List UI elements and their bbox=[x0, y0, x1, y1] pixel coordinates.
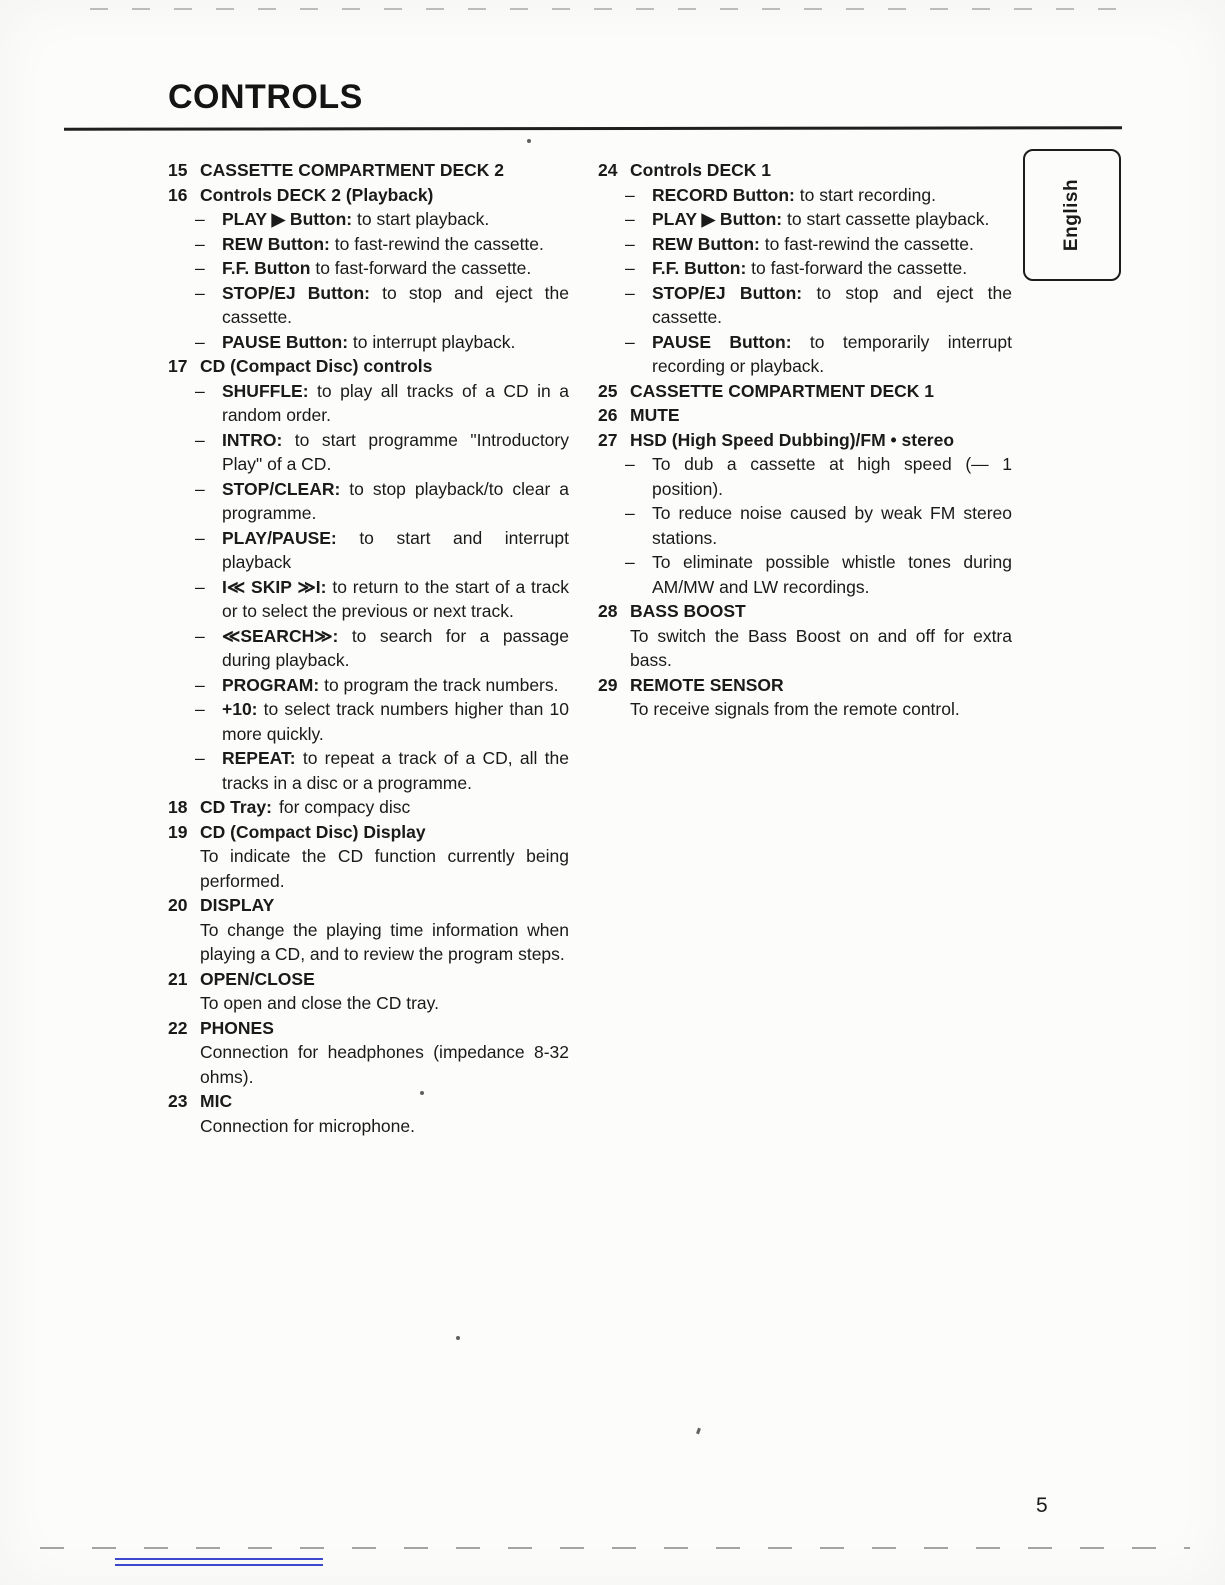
entry-number: 15 bbox=[168, 160, 188, 180]
entry-number: 20 bbox=[168, 895, 188, 915]
item-lead: STOP/EJ Button: bbox=[222, 282, 370, 303]
control-entry bbox=[168, 1089, 569, 1138]
right-column bbox=[598, 158, 1012, 722]
item-text-body: to fast-rewind the cassette. bbox=[334, 233, 544, 254]
item-text bbox=[222, 379, 569, 428]
entry-item bbox=[195, 673, 569, 698]
item-lead: INTRO: bbox=[222, 429, 283, 450]
entry-item bbox=[625, 183, 1012, 208]
entry-number: 25 bbox=[598, 380, 618, 401]
entry-paragraph: To indicate the CD function currently being performed. bbox=[200, 846, 569, 891]
entry-heading-text: CD Tray: bbox=[200, 797, 272, 817]
item-text-body: to program the track numbers. bbox=[324, 674, 559, 695]
scan-line-blue bbox=[115, 1558, 323, 1560]
entry-heading-text: CASSETTE COMPARTMENT DECK 1 bbox=[630, 380, 934, 401]
item-text bbox=[652, 550, 1012, 599]
entry-paragraph: Connection for headphones (impedance 8-32 ohms). bbox=[200, 1042, 569, 1087]
item-text-body: to start cassette playback. bbox=[787, 209, 990, 229]
item-text bbox=[222, 526, 569, 575]
scan-speck bbox=[420, 1091, 424, 1095]
entry-item bbox=[195, 428, 569, 477]
entry-heading bbox=[598, 379, 1012, 404]
entry-heading-text: CASSETTE COMPARTMENT DECK 2 bbox=[200, 160, 504, 180]
scan-speck bbox=[696, 1428, 701, 1435]
item-text bbox=[652, 501, 1012, 550]
item-text bbox=[222, 281, 569, 330]
item-lead: REW Button: bbox=[652, 233, 760, 254]
item-text bbox=[222, 697, 569, 746]
entry-item bbox=[625, 256, 1012, 281]
item-lead: F.F. Button bbox=[222, 258, 311, 278]
item-text-body: to start recording. bbox=[799, 184, 936, 205]
item-text bbox=[222, 624, 569, 673]
dash-bullet: – bbox=[625, 258, 635, 278]
dash-bullet: – bbox=[625, 331, 635, 352]
item-text-body: to fast-rewind the cassette. bbox=[764, 233, 974, 254]
dash-bullet: – bbox=[625, 233, 635, 254]
entry-heading-text: REMOTE SENSOR bbox=[630, 674, 784, 695]
item-text bbox=[222, 746, 569, 795]
left-column bbox=[168, 158, 569, 1138]
item-text bbox=[222, 428, 569, 477]
entry-heading-text: MIC bbox=[200, 1091, 233, 1111]
control-entry bbox=[168, 183, 569, 355]
item-text-body: to start programme "Introductory Play" of a CD. bbox=[222, 429, 569, 474]
item-text-body: to start playback. bbox=[357, 209, 490, 229]
entry-number: 21 bbox=[168, 968, 188, 989]
entry-heading bbox=[598, 158, 1012, 183]
entry-item bbox=[195, 256, 569, 281]
item-lead: STOP/EJ Button: bbox=[652, 282, 803, 303]
entry-paragraph: To change the playing time information when playing a CD, and to review the program steps. bbox=[200, 919, 569, 964]
scan-speck bbox=[456, 1336, 460, 1340]
dash-bullet: – bbox=[195, 282, 205, 303]
item-text bbox=[652, 207, 1012, 232]
dash-bullet: – bbox=[625, 282, 635, 303]
dash-bullet: – bbox=[625, 184, 635, 205]
entry-heading-text: Controls DECK 2 (Playback) bbox=[200, 184, 434, 205]
entry-number: 23 bbox=[168, 1091, 188, 1111]
scan-artifact-top bbox=[90, 8, 1140, 10]
control-entry bbox=[168, 1016, 569, 1090]
item-lead: PLAY ▶ Button: bbox=[652, 209, 783, 229]
dash-bullet: – bbox=[195, 699, 205, 719]
entry-heading-text: HSD (High Speed Dubbing)/FM • stereo bbox=[630, 429, 955, 450]
item-lead: STOP/CLEAR: bbox=[222, 478, 341, 499]
scan-artifact-bottom bbox=[40, 1547, 1190, 1549]
item-text bbox=[222, 477, 569, 526]
item-text bbox=[652, 183, 1012, 208]
dash-bullet: – bbox=[195, 258, 205, 278]
item-text-body: To dub a cassette at high speed (— 1 position). bbox=[652, 454, 1012, 499]
item-text-body: to return to the start of a track or to select the previous or next track. bbox=[222, 576, 569, 621]
page-number: 5 bbox=[1036, 1494, 1048, 1517]
entry-heading bbox=[168, 183, 569, 208]
item-lead: PROGRAM: bbox=[222, 674, 320, 695]
entry-item bbox=[195, 330, 569, 355]
item-text-body: to select track numbers higher than 10 more quickly. bbox=[222, 699, 569, 744]
item-text bbox=[222, 575, 569, 624]
language-tab bbox=[1023, 149, 1121, 281]
entry-paragraph: To open and close the CD tray. bbox=[200, 993, 439, 1013]
item-text-body: to stop playback/to clear a programme. bbox=[222, 478, 569, 523]
item-text bbox=[652, 330, 1012, 379]
entry-heading-text: CD (Compact Disc) controls bbox=[200, 356, 433, 376]
dash-bullet: – bbox=[625, 552, 635, 572]
item-text-body: to search for a passage during playback. bbox=[222, 625, 569, 670]
page-title: CONTROLS bbox=[168, 78, 363, 116]
item-text bbox=[652, 452, 1012, 501]
item-lead: F.F. Button: bbox=[652, 258, 747, 278]
item-lead: RECORD Button: bbox=[652, 184, 795, 205]
entry-item bbox=[195, 697, 569, 746]
control-entry bbox=[598, 599, 1012, 673]
entry-heading bbox=[598, 428, 1012, 453]
item-text-body: to stop and eject the cassette. bbox=[222, 282, 569, 327]
entry-heading bbox=[168, 967, 569, 992]
dash-bullet: – bbox=[195, 527, 205, 548]
entry-heading bbox=[168, 1089, 569, 1114]
entry-number: 28 bbox=[598, 601, 618, 621]
item-lead: I≪ SKIP ≫I: bbox=[222, 576, 327, 597]
entry-heading-text: DISPLAY bbox=[200, 895, 275, 915]
entry-item bbox=[195, 526, 569, 575]
item-lead: SHUFFLE: bbox=[222, 380, 309, 401]
dash-bullet: – bbox=[195, 429, 205, 450]
item-lead: +10: bbox=[222, 699, 258, 719]
entry-item bbox=[625, 452, 1012, 501]
entry-heading bbox=[168, 795, 569, 820]
entry-heading bbox=[598, 599, 1012, 624]
entry-paragraph: Connection for microphone. bbox=[200, 1115, 415, 1136]
item-lead: PLAY ▶ Button: bbox=[222, 209, 353, 229]
item-text-body: to stop and eject the cassette. bbox=[652, 282, 1012, 327]
entry-item bbox=[195, 281, 569, 330]
control-entry bbox=[598, 428, 1012, 600]
dash-bullet: – bbox=[195, 331, 205, 352]
control-entry bbox=[598, 158, 1012, 379]
title-rule bbox=[64, 126, 1122, 130]
control-entry bbox=[168, 893, 569, 967]
entry-heading bbox=[168, 820, 569, 845]
entry-number: 19 bbox=[168, 821, 188, 842]
dash-bullet: – bbox=[625, 454, 635, 474]
control-entry bbox=[168, 158, 569, 183]
item-text bbox=[222, 207, 569, 232]
dash-bullet: – bbox=[625, 503, 635, 523]
item-lead: REPEAT: bbox=[222, 748, 296, 768]
item-text-body: to repeat a track of a CD, all the tracks in a disc or a programme. bbox=[222, 748, 569, 793]
entry-paragraph: To switch the Bass Boost on and off for extra bass. bbox=[630, 625, 1012, 670]
item-lead: PAUSE Button: bbox=[222, 331, 349, 352]
entry-heading bbox=[598, 673, 1012, 698]
item-text bbox=[222, 673, 569, 698]
entry-number: 17 bbox=[168, 356, 188, 376]
entry-number: 16 bbox=[168, 184, 188, 205]
scan-speck bbox=[527, 139, 531, 143]
entry-heading-text: CD (Compact Disc) Display bbox=[200, 821, 426, 842]
entry-number: 27 bbox=[598, 429, 618, 450]
entry-number: 24 bbox=[598, 160, 618, 180]
item-text bbox=[652, 256, 1012, 281]
dash-bullet: – bbox=[195, 380, 205, 401]
item-text-body: To eliminate possible whistle tones during AM/MW and LW recordings. bbox=[652, 552, 1012, 597]
entry-heading bbox=[168, 158, 569, 183]
control-entry bbox=[598, 379, 1012, 404]
entry-item bbox=[625, 232, 1012, 257]
item-text bbox=[652, 281, 1012, 330]
entry-number: 22 bbox=[168, 1017, 188, 1038]
item-text-body: To reduce noise caused by weak FM stereo stations. bbox=[652, 503, 1012, 548]
item-lead: PLAY/PAUSE: bbox=[222, 527, 337, 548]
item-text-body: to temporarily interrupt recording or playback. bbox=[652, 331, 1012, 376]
entry-item bbox=[625, 207, 1012, 232]
entry-item bbox=[195, 207, 569, 232]
control-entry bbox=[168, 820, 569, 894]
entry-number: 18 bbox=[168, 797, 188, 817]
dash-bullet: – bbox=[195, 674, 205, 695]
item-text-body: to start and interrupt playback bbox=[222, 527, 569, 572]
dash-bullet: – bbox=[195, 625, 205, 646]
item-lead: ≪SEARCH≫: bbox=[222, 625, 339, 646]
entry-item bbox=[195, 624, 569, 673]
control-entry bbox=[168, 354, 569, 795]
entry-item bbox=[195, 379, 569, 428]
item-text bbox=[652, 232, 1012, 257]
entry-number: 26 bbox=[598, 405, 618, 425]
dash-bullet: – bbox=[195, 209, 205, 229]
entry-heading-text: Controls DECK 1 bbox=[630, 160, 771, 180]
entry-heading bbox=[168, 893, 569, 918]
entry-item bbox=[625, 550, 1012, 599]
control-entry bbox=[598, 403, 1012, 428]
item-text bbox=[222, 256, 569, 281]
entry-heading bbox=[168, 1016, 569, 1041]
entry-item bbox=[195, 477, 569, 526]
dash-bullet: – bbox=[625, 209, 635, 229]
item-lead: PAUSE Button: bbox=[652, 331, 792, 352]
language-tab-label: English bbox=[1061, 178, 1082, 252]
entry-heading bbox=[168, 354, 569, 379]
dash-bullet: – bbox=[195, 233, 205, 254]
entry-heading-text: OPEN/CLOSE bbox=[200, 968, 315, 989]
item-text bbox=[222, 232, 569, 257]
entry-heading bbox=[598, 403, 1012, 428]
entry-paragraph: To receive signals from the remote control. bbox=[630, 699, 960, 719]
entry-heading-text: PHONES bbox=[200, 1017, 274, 1038]
dash-bullet: – bbox=[195, 576, 205, 597]
item-text-body: to fast-forward the cassette. bbox=[751, 258, 968, 278]
item-text-body: to play all tracks of a CD in a random order. bbox=[222, 380, 569, 425]
dash-bullet: – bbox=[195, 748, 205, 768]
entry-item bbox=[625, 281, 1012, 330]
entry-heading-text: BASS BOOST bbox=[630, 601, 746, 621]
entry-item bbox=[195, 575, 569, 624]
entry-item bbox=[625, 330, 1012, 379]
entry-item bbox=[195, 746, 569, 795]
dash-bullet: – bbox=[195, 478, 205, 499]
entry-number: 29 bbox=[598, 674, 618, 695]
scan-line-blue bbox=[115, 1564, 323, 1566]
item-text bbox=[222, 330, 569, 355]
control-entry bbox=[598, 673, 1012, 722]
control-entry bbox=[168, 967, 569, 1016]
item-text-body: to fast-forward the cassette. bbox=[315, 258, 532, 278]
entry-heading-text: MUTE bbox=[630, 405, 680, 425]
item-text-body: to interrupt playback. bbox=[352, 331, 516, 352]
control-entry bbox=[168, 795, 569, 820]
entry-item bbox=[625, 501, 1012, 550]
entry-heading-rest: for compacy disc bbox=[278, 797, 411, 817]
entry-item bbox=[195, 232, 569, 257]
item-lead: REW Button: bbox=[222, 233, 330, 254]
